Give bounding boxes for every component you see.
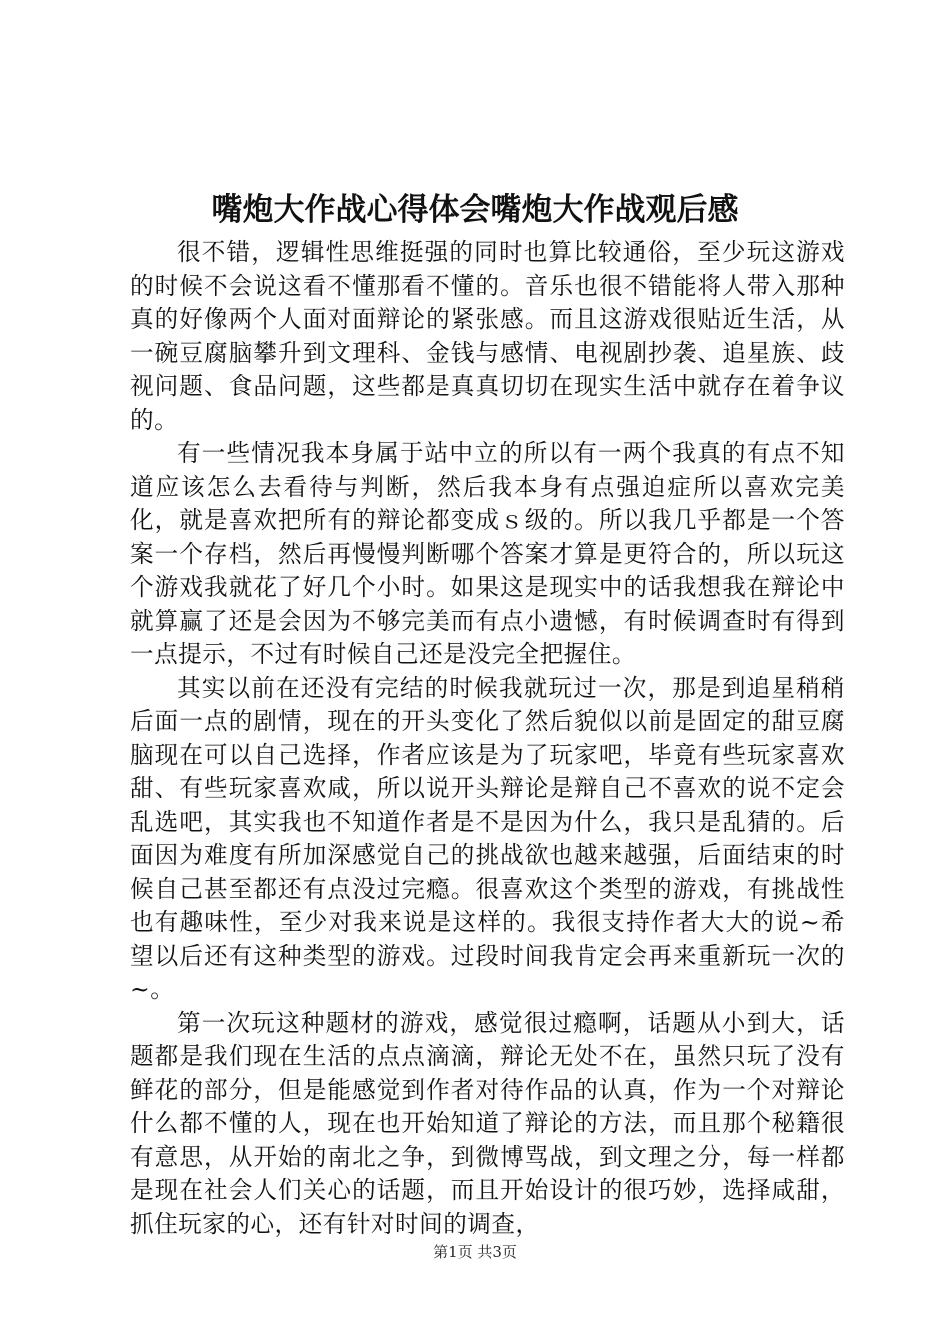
paragraph: 有一些情况我本身属于站中立的所以有一两个我真的有点不知道应该怎么去看待与判断，然后我本身有点强迫症所以喜欢完美化，就是喜欢把所有的辩论都变成ｓ级的。所以我几乎都是一个答案一个存档，然后再慢慢判断哪个答案才算是更符合的，所以玩这个游戏我就花了好几个小时。如果这是现实中的话我想我在辩论中就算赢了还是会因为不够完美而有点小遗憾，有时候调查时有得到一点提示，不过有时候自己还是没完全把握住。 xyxy=(130,439,845,668)
paragraph: 其实以前在还没有完结的时候我就玩过一次，那是到追星稍稍后面一点的剧情，现在的开头变化了然后貌似以前是固定的甜豆腐脑现在可以自己选择，作者应该是为了玩家吧，毕竟有些玩家喜欢甜、有些玩家喜欢咸，所以说开头辩论是辩自己不喜欢的说不定会乱选吧，其实我也不知道作者是不是因为什么，我只是乱猜的。后面因为难度有所加深感觉自己的挑战欲也越来越强，后面结束的时候自己甚至都还有点没过完瘾。很喜欢这个类型的游戏，有挑战性也有趣味性，至少对我来说是这样的。我很支持作者大大的说~希望以后还有这种类型的游戏。过段时间我肯定会再来重新玩一次的~。 xyxy=(130,673,845,1003)
document-body xyxy=(130,236,845,1241)
page-number-footer: 第1页 共3页 xyxy=(433,1243,517,1261)
document-title: 嘴炮大作战心得体会嘴炮大作战观后感 xyxy=(211,192,739,228)
paragraph: 很不错，逻辑性思维挺强的同时也算比较通俗，至少玩这游戏的时候不会说这看不懂那看不懂的。音乐也很不错能将人带入那种真的好像两个人面对面辩论的紧张感。而且这游戏很贴近生活，从一碗豆腐脑攀升到文理科、金钱与感情、电视剧抄袭、追星族、歧视问题、食品问题，这些都是真真切切在现实生活中就存在着争议的。 xyxy=(130,238,845,434)
paragraph: 第一次玩这种题材的游戏，感觉很过瘾啊，话题从小到大，话题都是我们现在生活的点点滴滴，辩论无处不在，虽然只玩了没有鲜花的部分，但是能感觉到作者对待作品的认真，作为一个对辩论什么都不懂的人，现在也开始知道了辩论的方法，而且那个秘籍很有意思，从开始的南北之争，到微博骂战，到文理之分，每一样都是现在社会人们关心的话题，而且开始设计的很巧妙，选择咸甜，抓住玩家的心，还有针对时间的调查， xyxy=(130,1008,845,1238)
